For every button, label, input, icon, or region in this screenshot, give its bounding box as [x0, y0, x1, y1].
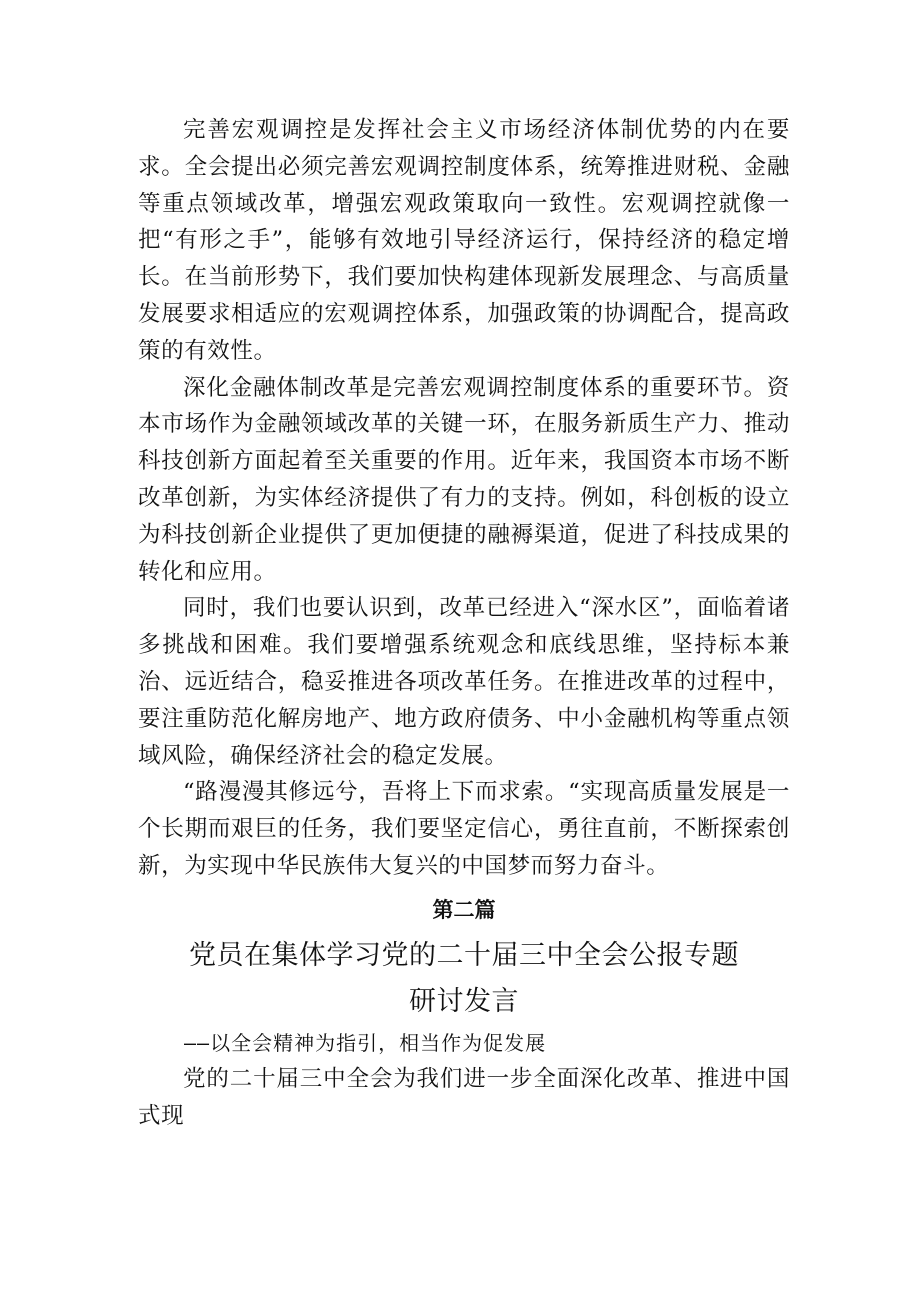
paragraph-deep-water-reform: 同时，我们也要认识到，改革已经进入“深水区”，面临着诸多挑战和困难。我们要增强系统观念和底线思维，坚持标本兼治、远近结合，稳妥推进各项改革任务。在推进改革的过程中，要注重防范化解房地产、地方政府债务、中小金融机构等重点领域风险，确保经济社会的稳定发展。 — [138, 595, 790, 769]
paragraph-closing-quote: “路漫漫其修远兮，吾将上下而求索。“实现高质量发展是一个长期而艰巨的任务，我们要坚定信心，勇往直前，不断探索创新，为实现中华民族伟大复兴的中国梦而努力奋斗。 — [138, 779, 790, 879]
paragraph-financial-reform: 深化金融体制改革是完善宏观调控制度体系的重要环节。资本市场作为金融领域改革的关键一环，在服务新质生产力、推动科技创新方面起着至关重要的作用。近年来，我国资本市场不断改革创新，为实体经济提供了有力的支持。例如，科创板的设立为科技创新企业提供了更加便捷的融褥渠道，促进了科技成果的转化和应用。 — [138, 374, 790, 585]
article-title-line-2: 研讨发言 — [409, 985, 519, 1017]
section-label: 第二篇 — [432, 897, 496, 922]
article-title-line-1: 党员在集体学习党的二十届三中全会公报专题 — [189, 939, 739, 971]
document-page — [138, 112, 790, 1134]
paragraph-macro-control: 完善宏观调控是发挥社会主义市场经济体制优势的内在要求。全会提出必须完善宏观调控制度体系，统筹推进财税、金融等重点领域改革，增强宏观政策取向一致性。宏观调控就像一把“有形之手”，能够有效地引导经济运行，保持经济的稳定增长。在当前形势下，我们要加快构建体现新发展理念、与高质量发展要求相适应的宏观调控体系，加强政策的协调配合，提高政策的有效性。 — [138, 117, 790, 364]
article-subtitle: ——以全会精神为指引，相当作为促发展 — [184, 1030, 547, 1055]
paragraph-section-opening: 党的二十届三中全会为我们进一步全面深化改革、推进中国式现 — [138, 1065, 790, 1129]
